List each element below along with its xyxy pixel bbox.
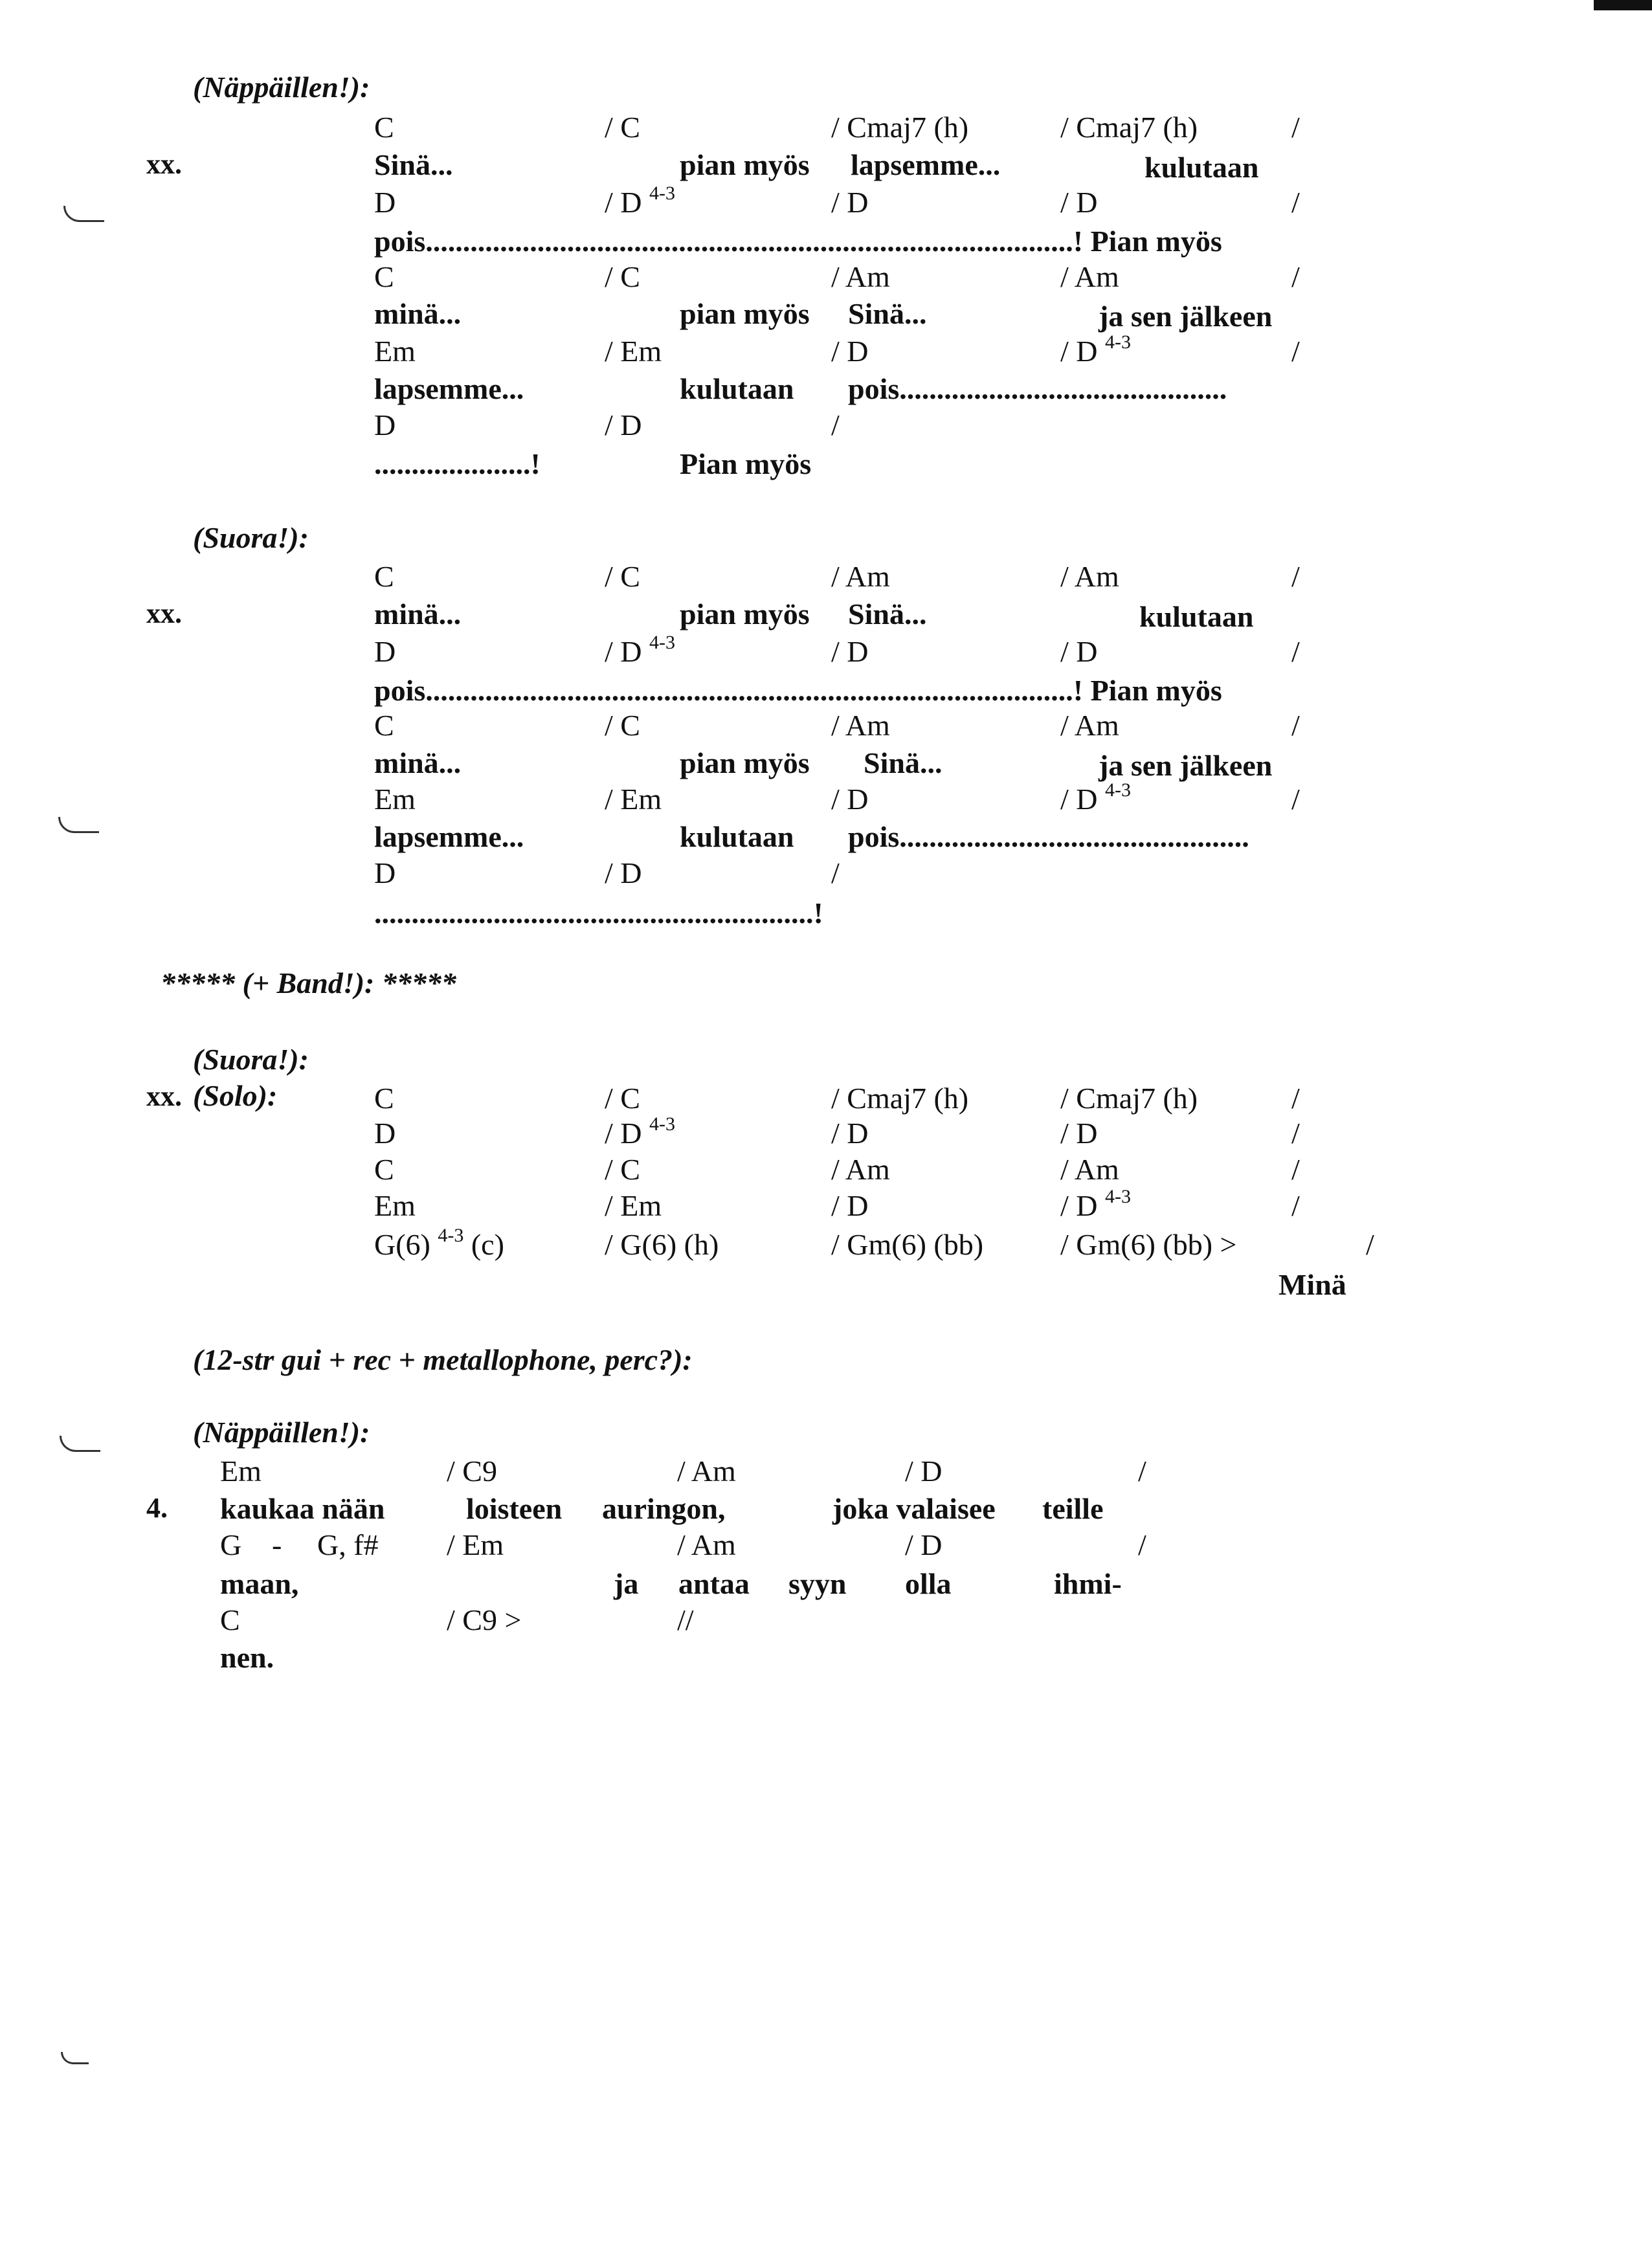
lyric: pian myös — [680, 297, 810, 330]
lyric: pian myös — [680, 746, 810, 779]
chord: / Am — [1060, 709, 1119, 742]
chord: / Em — [605, 783, 662, 816]
lyric: lapsemme... — [851, 148, 1001, 181]
chord: / Am — [677, 1528, 736, 1561]
chord: G, f# — [317, 1528, 379, 1561]
lyric: kulutaan — [680, 820, 794, 853]
lyric: auringon, — [602, 1492, 726, 1525]
verse-marker: 4. — [146, 1492, 168, 1524]
chord: / D — [605, 408, 642, 441]
lyric: Sinä... — [848, 297, 927, 330]
lyric: maan, — [220, 1567, 299, 1600]
chord: D — [374, 408, 396, 441]
chord: / D — [831, 635, 869, 668]
lyric: kaukaa nään — [220, 1492, 385, 1525]
lyric: minä... — [374, 597, 462, 630]
bar-line: / — [1291, 1082, 1300, 1115]
lyric: loisteen — [466, 1492, 563, 1525]
lyric: antaa — [678, 1567, 750, 1600]
lyric: pian myös — [680, 148, 810, 181]
instrumentation-note: (12-str gui + rec + metallophone, perc?): — [193, 1343, 693, 1376]
chord: D — [374, 635, 396, 668]
chord: / D $^{4-3}$ — [1060, 779, 1131, 816]
lyric: ja — [614, 1567, 639, 1600]
chord: Em — [374, 783, 416, 816]
lyric: ja sen jälkeen — [1099, 749, 1273, 782]
verse-marker: xx. — [146, 148, 182, 180]
chord: / Em — [447, 1528, 504, 1561]
chord: / C — [605, 260, 640, 293]
verse-marker: xx. — [146, 597, 182, 629]
bar-line: / — [1366, 1228, 1374, 1261]
lyric: kulutaan — [680, 372, 794, 405]
bar-line: / — [831, 408, 840, 441]
chord: / Am — [1060, 1153, 1119, 1186]
lyric: Minä — [1278, 1268, 1346, 1301]
verse-marker: xx. — [146, 1080, 182, 1112]
chord: / D — [831, 1117, 869, 1150]
chord: D — [374, 186, 396, 219]
lyric: Pian myös — [680, 447, 812, 480]
chord: / C — [605, 111, 640, 144]
chord: / C9 > — [447, 1603, 522, 1636]
bar-line: / — [1291, 335, 1300, 368]
margin-mark — [58, 817, 99, 833]
margin-mark — [60, 1436, 100, 1452]
bar-line: / — [1291, 1153, 1300, 1186]
bar-line: / — [1138, 1455, 1146, 1488]
lyric: ...........................................................! — [374, 897, 823, 930]
lyric: minä... — [374, 746, 462, 779]
lyric: pois.......................................................................................! Pian myös — [374, 674, 1222, 707]
bar-line: / — [1291, 783, 1300, 816]
chord: / D $^{4-3}$ — [1060, 1186, 1131, 1222]
chord: / D $^{4-3}$ — [1060, 331, 1131, 368]
chord: / D — [831, 186, 869, 219]
lyric: lapsemme... — [374, 820, 524, 853]
section-heading: (Näppäillen!): — [193, 71, 370, 104]
section-heading: (Suora!): — [193, 1043, 309, 1076]
chord: / D $^{4-3}$ — [605, 1113, 675, 1150]
chord: / D — [831, 783, 869, 816]
chord: / Gm(6) (bb) > — [1060, 1228, 1237, 1261]
solo-label: (Solo): — [193, 1079, 278, 1112]
chord: / Em — [605, 335, 662, 368]
chord: / Cmaj7 (h) — [1060, 1082, 1198, 1115]
chord: / D — [1060, 635, 1098, 668]
lyric: olla — [905, 1567, 952, 1600]
lyric: Sinä... — [374, 148, 453, 181]
chord: / Am — [831, 260, 890, 293]
lyric: nen. — [220, 1641, 274, 1674]
bar-line: // — [677, 1603, 694, 1636]
chord: Em — [374, 335, 416, 368]
lyric: pois............................................ — [848, 372, 1227, 405]
chord: / Am — [831, 709, 890, 742]
chord: / Am — [831, 1153, 890, 1186]
bar-line: / — [1291, 635, 1300, 668]
bar-line: / — [1138, 1528, 1146, 1561]
chord: / D — [831, 1189, 869, 1222]
chord: / D — [605, 856, 642, 889]
chord: / D $^{4-3}$ — [605, 183, 675, 219]
chord: / Am — [677, 1455, 736, 1488]
chord: D — [374, 1117, 396, 1150]
section-heading: (Suora!): — [193, 521, 309, 554]
chord: / C9 — [447, 1455, 497, 1488]
bar-line: / — [1291, 709, 1300, 742]
section-heading: (Näppäillen!): — [193, 1416, 370, 1449]
chord: / Gm(6) (bb) — [831, 1228, 984, 1261]
chord: / C — [605, 560, 640, 593]
lyric: ja sen jälkeen — [1099, 300, 1273, 333]
chord: / G(6) (h) — [605, 1228, 719, 1261]
lyric: pois............................................... — [848, 820, 1249, 853]
chord: / D — [905, 1528, 943, 1561]
lyric: .....................! — [374, 447, 541, 480]
scan-edge-mark — [1594, 0, 1652, 10]
chord: / D — [1060, 186, 1098, 219]
lyric: ihmi- — [1054, 1567, 1122, 1600]
margin-mark — [61, 2052, 89, 2064]
chord: / Cmaj7 (h) — [1060, 111, 1198, 144]
chord: / Cmaj7 (h) — [831, 1082, 969, 1115]
bar-line: / — [1291, 1117, 1300, 1150]
lyric: minä... — [374, 297, 462, 330]
band-heading: ***** (+ Band!): ***** — [161, 966, 456, 999]
chord: C — [374, 111, 394, 144]
chord: / Cmaj7 (h) — [831, 111, 969, 144]
lyric: pois.......................................................................................! Pian myös — [374, 225, 1222, 258]
chord: / D — [905, 1455, 943, 1488]
bar-line: / — [831, 856, 840, 889]
lyric: kulutaan — [1139, 600, 1254, 633]
chord: C — [374, 1082, 394, 1115]
chord: / Am — [1060, 560, 1119, 593]
chord: Em — [374, 1189, 416, 1222]
chord: C — [220, 1603, 240, 1636]
chord: / D — [1060, 1117, 1098, 1150]
chord: / C — [605, 1153, 640, 1186]
chord: - — [272, 1528, 282, 1561]
chord: / C — [605, 1082, 640, 1115]
lyric: pian myös — [680, 597, 810, 630]
lyric: Sinä... — [864, 746, 943, 779]
margin-mark — [63, 206, 104, 222]
bar-line: / — [1291, 560, 1300, 593]
bar-line: / — [1291, 260, 1300, 293]
bar-line: / — [1291, 186, 1300, 219]
lyric: syyn — [788, 1567, 847, 1600]
lyric: kulutaan — [1144, 151, 1259, 184]
chord: / D $^{4-3}$ — [605, 632, 675, 668]
bar-line: / — [1291, 111, 1300, 144]
chord: G — [220, 1528, 242, 1561]
chord: / C — [605, 709, 640, 742]
chord: C — [374, 709, 394, 742]
chord: D — [374, 856, 396, 889]
chord: C — [374, 260, 394, 293]
chord: / Am — [1060, 260, 1119, 293]
chord: G(6) $^{4-3}$ (c) — [374, 1225, 504, 1261]
chord: Em — [220, 1455, 262, 1488]
chord: C — [374, 560, 394, 593]
lyric: Sinä... — [848, 597, 927, 630]
chord: / Em — [605, 1189, 662, 1222]
chord: / Am — [831, 560, 890, 593]
chord: / D — [831, 335, 869, 368]
bar-line: / — [1291, 1189, 1300, 1222]
chord: C — [374, 1153, 394, 1186]
lyric: teille — [1042, 1492, 1104, 1525]
lyric: lapsemme... — [374, 372, 524, 405]
lyric: joka valaisee — [832, 1492, 996, 1525]
